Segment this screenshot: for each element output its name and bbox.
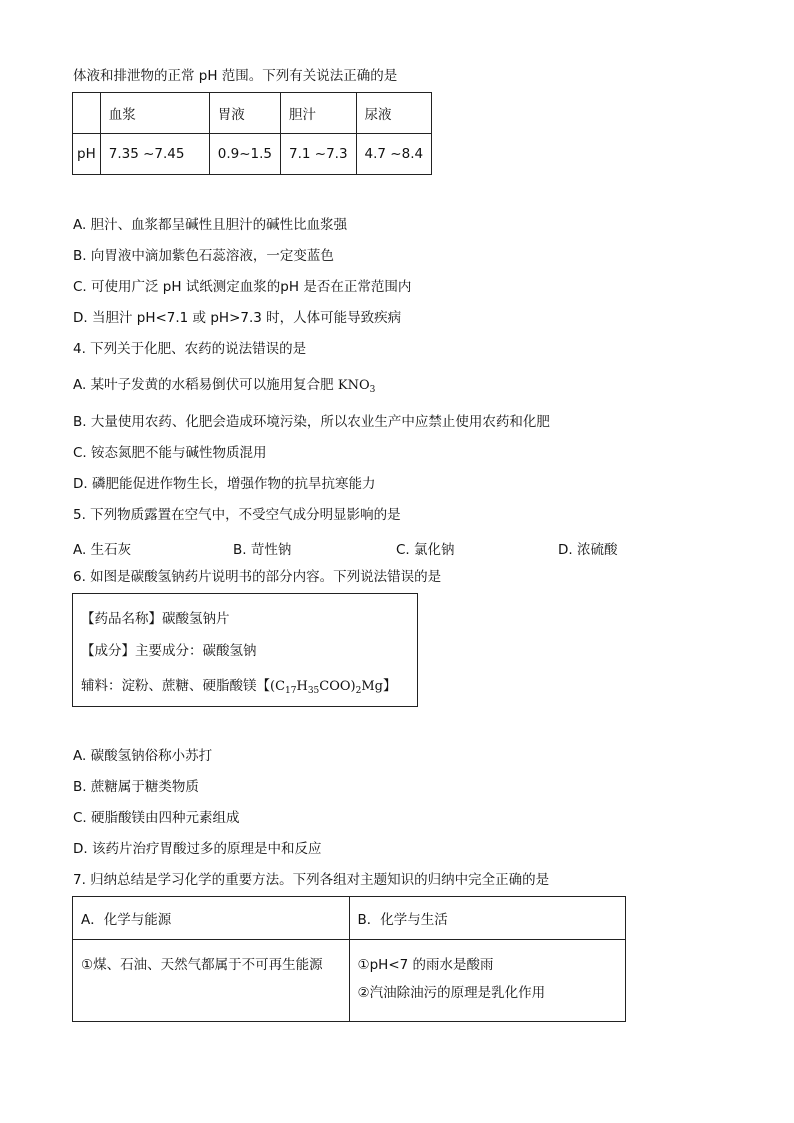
table-cell: 7.1 ~7.3: [281, 134, 357, 175]
excipient-text: 辅料：淀粉、蔗糖、硬脂酸镁【: [81, 678, 270, 694]
table-header-cell: 胆汁: [281, 93, 357, 134]
q5-stem: 5. 下列物质露置在空气中，不受空气成分明显影响的是: [73, 507, 401, 523]
q6-stem: 6. 如图是碳酸氢钠药片说明书的部分内容。下列说法错误的是: [73, 569, 442, 585]
q3-option-d: D. 当胆汁 pH<7.1 或 pH>7.3 时，人体可能导致疾病: [73, 310, 402, 326]
q3-option-a: A. 胆汁、血浆都呈碱性且胆汁的碱性比血浆强: [73, 217, 348, 233]
formula-text: KNO: [337, 378, 370, 393]
drug-excipient-line: [81, 674, 397, 696]
formula-subscript: 2: [355, 686, 362, 696]
table-cell: 4.7 ~8.4: [356, 134, 432, 175]
q5-options: [73, 538, 713, 556]
table-row: [73, 940, 626, 1022]
q6-option-a: A. 碳酸氢钠俗称小苏打: [73, 748, 213, 764]
formula-subscript: 35: [307, 686, 320, 696]
excipient-bracket: 】: [383, 678, 397, 694]
q5-option-b: B. 苛性钠: [233, 542, 292, 558]
magnesium-stearate-formula: [270, 679, 383, 694]
drug-label-box: [72, 593, 418, 707]
table-header-cell: [73, 93, 101, 134]
formula-text: (C: [270, 679, 286, 694]
q3-option-b: B. 向胃液中滴加紫色石蕊溶液，一定变蓝色: [73, 248, 334, 264]
table-header-cell: 血浆: [100, 93, 209, 134]
formula-text: H: [296, 679, 308, 694]
q4-option-c: C. 铵态氮肥不能与碱性物质混用: [73, 445, 267, 461]
q6-option-d: D. 该药片治疗胃酸过多的原理是中和反应: [73, 841, 322, 857]
table-header-cell: 胃液: [209, 93, 280, 134]
q7-stem: 7. 归纳总结是学习化学的重要方法。下列各组对主题知识的归纳中完全正确的是: [73, 872, 550, 888]
drug-name-line: 【药品名称】碳酸氢钠片: [81, 611, 230, 627]
table-row: [73, 134, 432, 175]
q4-option-d: D. 磷肥能促进作物生长，增强作物的抗旱抗寒能力: [73, 476, 376, 492]
list-item: ①煤、石油、天然气都属于不可再生能源: [81, 957, 323, 973]
q7-summary-table: [72, 896, 626, 1022]
table-cell: [349, 940, 626, 1022]
table-row: [73, 897, 626, 940]
intro-line: 体液和排泄物的正常 pH 范围。下列有关说法正确的是: [73, 68, 398, 84]
q4-option-b: B. 大量使用农药、化肥会造成环境污染，所以农业生产中应禁止使用农药和化肥: [73, 414, 550, 430]
formula-text: COO): [319, 679, 356, 694]
drug-ingredient-line: 【成分】主要成分：碳酸氢钠: [81, 643, 257, 659]
table-cell: pH: [73, 134, 101, 175]
q5-option-a: A. 生石灰: [73, 542, 132, 558]
table-header-cell: B．化学与生活: [349, 897, 626, 940]
q5-option-d: D. 浓硫酸: [558, 542, 618, 558]
table-header-cell: 尿液: [356, 93, 432, 134]
q6-option-b: B. 蔗糖属于糖类物质: [73, 779, 199, 795]
list-item: ①pH<7 的雨水是酸雨: [357, 957, 494, 973]
q4-option-a-text: A. 某叶子发黄的水稻易倒伏可以施用复合肥: [73, 377, 334, 393]
q6-option-c: C. 硬脂酸镁由四种元素组成: [73, 810, 240, 826]
q4-stem: 4. 下列关于化肥、农药的说法错误的是: [73, 341, 307, 357]
q3-option-c: C. 可使用广泛 pH 试纸测定血浆的pH 是否在正常范围内: [73, 279, 412, 295]
formula-subscript: 17: [285, 686, 297, 696]
list-item: ②汽油除油污的原理是乳化作用: [357, 985, 546, 1001]
table-cell: 0.9~1.5: [209, 134, 280, 175]
table-row: [73, 93, 432, 134]
formula-text: Mg: [361, 679, 383, 694]
table-header-cell: A．化学与能源: [73, 897, 350, 940]
q5-option-c: C. 氯化钠: [396, 542, 455, 558]
q4-option-a: [73, 376, 375, 399]
formula-subscript: 3: [369, 385, 376, 395]
table-cell: [73, 940, 350, 1022]
kno3-formula: [338, 378, 375, 393]
ph-range-table: [72, 92, 432, 175]
table-cell: 7.35 ~7.45: [100, 134, 209, 175]
